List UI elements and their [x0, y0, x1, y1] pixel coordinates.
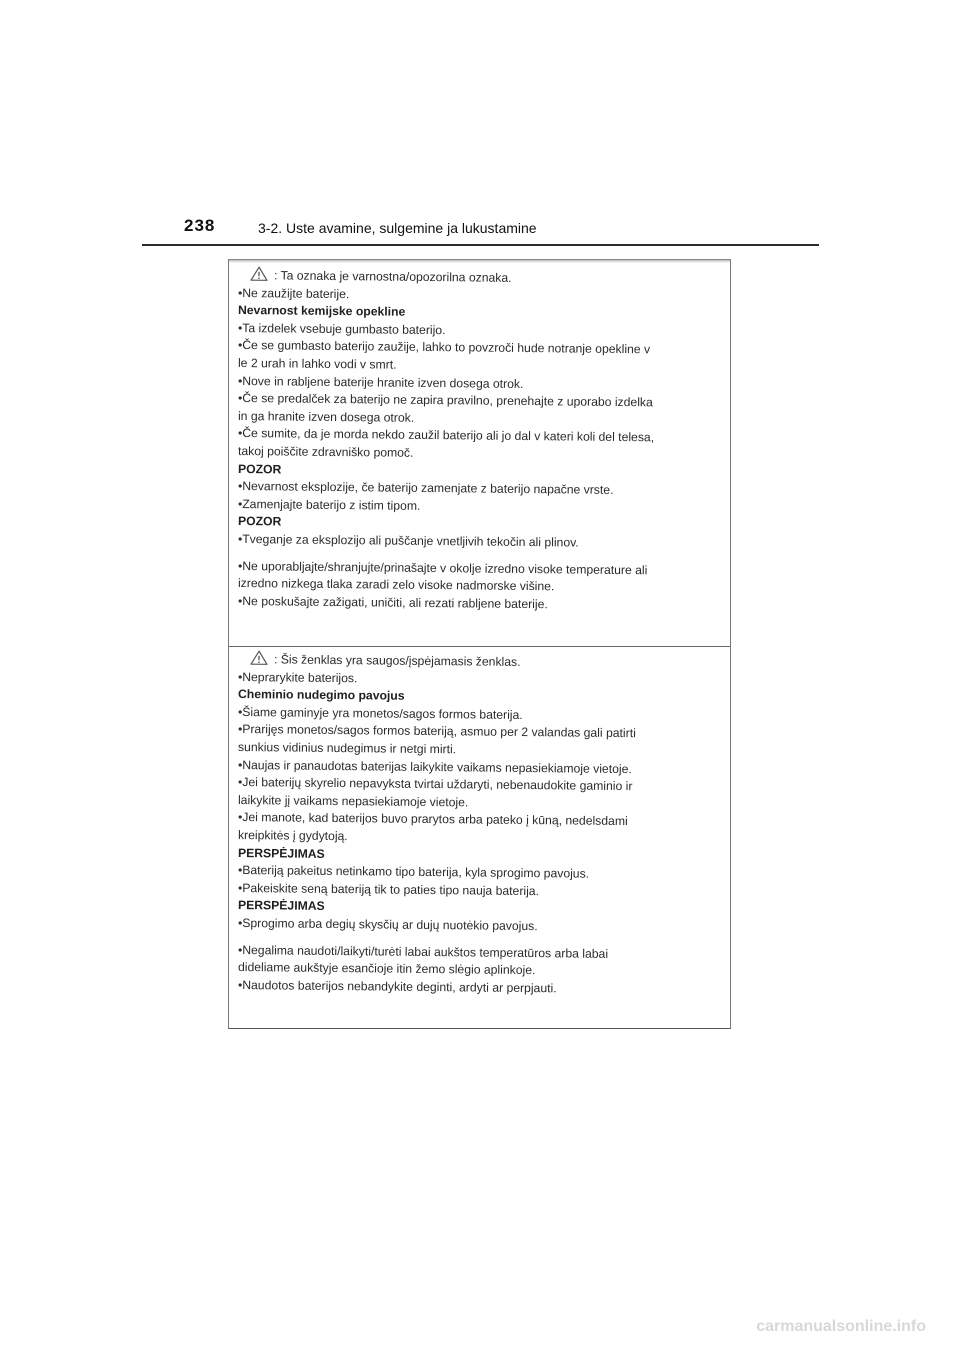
battery-warning-label [228, 259, 731, 1029]
warning-line-text: •Zamenjajte baterijo z istim tipom. [237, 496, 421, 513]
warning-line-text: in ga hranite izven dosega otrok. [237, 408, 415, 425]
warning-triangle-icon [250, 650, 268, 665]
warning-line-text: kreipkitės į gydytoją. [237, 827, 348, 844]
warning-line-text: •Nove in rabljene baterije hranite izven dosega otrok. [237, 373, 524, 391]
warning-line-text: Cheminio nudegimo pavojus [237, 687, 405, 703]
warning-line-text: •Ta izdelek vsebuje gumbasto baterijo. [237, 320, 446, 337]
warning-line-text: : Šis ženklas yra saugos/įspėjamasis ženklas. [273, 652, 521, 669]
warning-line-text: •Ne zaužijte baterije. [237, 285, 350, 301]
warning-line-text: •Tveganje za eksplozijo ali puščanje vnetljivih tekočin ali plinov. [237, 531, 579, 550]
lithuanian-warning-panel [238, 650, 718, 994]
warning-line-text: •Šiame gaminyje yra monetos/sagos formos baterija. [237, 704, 523, 722]
section-title: 3-2. Uste avamine, sulgemine ja lukustamine [258, 220, 537, 236]
warning-line-text: POZOR [237, 461, 282, 476]
warning-line-text: •Če se predalček za baterijo ne zapira pravilno, prenehajte z uporabo izdelka [237, 391, 653, 410]
warning-line-text: •Naudotos baterijos nebandykite deginti, ardyti ar perpjauti. [237, 977, 557, 996]
warning-line-text: •Ne uporabljajte/shranjujte/prinašajte v okolje izredno visoke temperature ali [237, 558, 648, 577]
watermark-text: carmanualsonline.info [756, 1318, 926, 1335]
warning-line-text: izredno nizkega tlaka zaradi zelo visoke nadmorske višine. [237, 576, 555, 594]
header-rule [142, 244, 819, 246]
warning-line-text: •Jei baterijų skyrelio nepavyksta tvirtai uždaryti, nebenaudokite gaminio ir [237, 775, 633, 794]
warning-line [238, 915, 718, 938]
warning-line-text: •Nevarnost eksplozije, če baterijo zamenjate z baterijo napačne vrste. [237, 479, 614, 498]
warning-line-text: le 2 urah in lahko vodi v smrt. [237, 355, 397, 372]
warning-line-text: •Ne poskušajte zažigati, uničiti, ali rezati rabljene baterije. [237, 593, 548, 611]
warning-triangle-icon [250, 266, 268, 281]
warning-line-text: •Negalima naudoti/laikyti/turėti labai aukštos temperatūros arba labai [237, 942, 609, 961]
warning-line-text: •Naujas ir panaudotas baterijas laikykite vaikams nepasiekiamoje vietoje. [237, 757, 632, 776]
warning-line-text: •Če sumite, da je morda nekdo zaužil baterijo ali jo dal v kateri koli del telesa, [237, 426, 655, 445]
warning-line-text: laikykite jį vaikams nepasiekiamoje vietoje. [237, 792, 469, 810]
warning-line-text: •Če se gumbasto baterijo zaužije, lahko to povzroči hude notranje opekline v [237, 338, 651, 357]
language-divider [229, 646, 730, 647]
warning-line-text: : Ta oznaka je varnostna/opozorilna oznaka. [273, 268, 512, 285]
slovenian-warning-panel [238, 266, 718, 610]
warning-line-text: •Sprogimo arba degių skysčių ar dujų nuotėkio pavojus. [237, 915, 538, 934]
warning-line-text: Nevarnost kemijske opekline [237, 303, 406, 319]
warning-line [238, 531, 718, 554]
label-top-edge [229, 260, 730, 263]
warning-line-text: •Bateriją pakeitus netinkamo tipo baterija, kyla sprogimo pavojus. [237, 863, 590, 881]
warning-line-text: •Pakeiskite seną bateriją tik to paties tipo nauja baterija. [237, 880, 540, 898]
warning-line-text: •Neprarykite baterijos. [237, 669, 358, 685]
warning-line-text: dideliame aukštyje esančioje itin žemo slėgio aplinkoje. [237, 960, 536, 978]
warning-line-text: •Jei manote, kad baterijos buvo prarytos arba pateko į kūną, nedelsdami [237, 810, 628, 829]
warning-line-text: PERSPĖJIMAS [237, 845, 325, 861]
warning-line-text: sunkius vidinius nudegimus ir netgi mirti. [237, 739, 457, 757]
warning-line-text: takoj poiščite zdravniško pomoč. [237, 443, 414, 460]
warning-line-text: POZOR [237, 514, 282, 529]
warning-line-text: PERSPĖJIMAS [237, 898, 325, 914]
warning-line-text: •Prarijęs monetos/sagos formos bateriją, asmuo per 2 valandas gali patirti [237, 722, 636, 741]
page-number: 238 [184, 216, 216, 235]
